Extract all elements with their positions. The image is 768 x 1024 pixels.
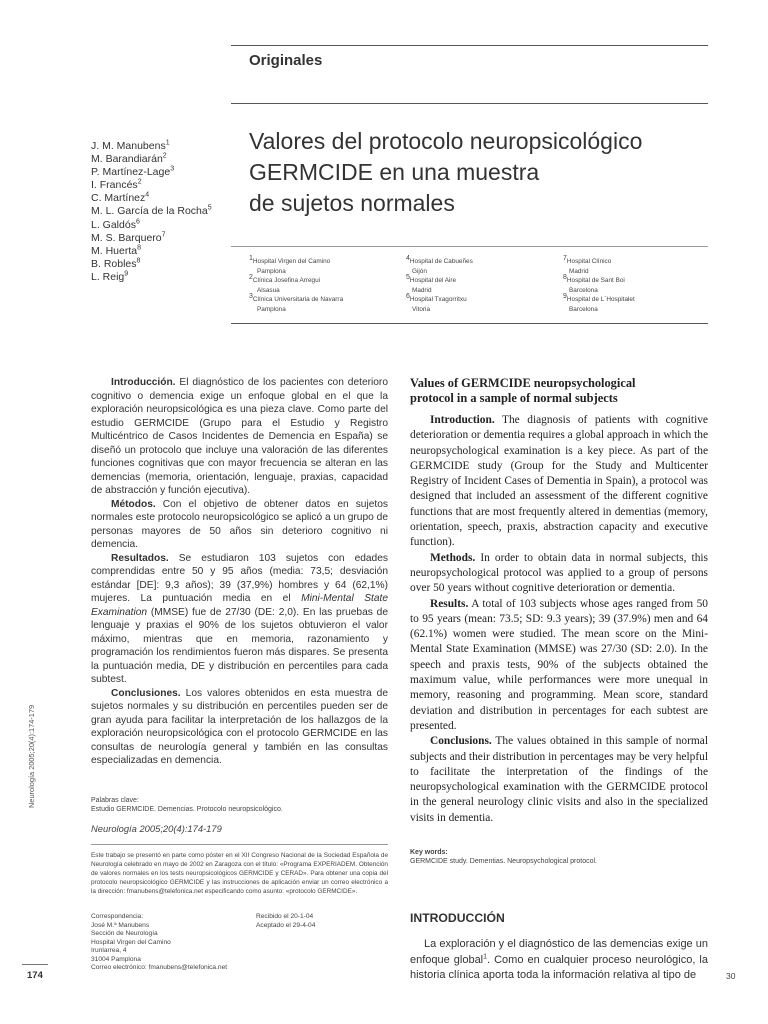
presentation-note: Este trabajo se presentó en parte como póster en el XII Congreso Nacional de la Sociedad Española de Neurología celebrado en mayo de 2002 en Zaragoza con el título: «Programa EXPERIADEM. Obtención de valores normales en los tests neuropsicológicos GERMCIDE y CERAD». Para obtener una copia del protocolo neuropsicológico GERMCIDE y las instrucciones de aplicación enviar un correo electrónico a la dirección: fmanubens@telefonica.net especificando como asunto: «protocolo GERMCIDE». bbox=[91, 852, 388, 895]
abstract-paragraph: Métodos. Con el objetivo de obtener datos en sujetos normales este protocolo neuropsicológico se aplicó a un grupo de personas mayores de 50 años sin deterioro cognitivo ni demencia. bbox=[91, 498, 388, 550]
keywords-label: Key words: bbox=[410, 849, 448, 856]
affiliation-bottom-rule bbox=[231, 323, 708, 324]
affiliation: $^5$Hospital del Aire bbox=[406, 273, 457, 284]
author: L. Galdós$^6$ bbox=[91, 218, 140, 231]
abstract-paragraph: Resultados. Se estudiaron 103 sujetos con edades comprendidas entre 50 y 95 años (media: 73,5; desviación estándar [DE]: 9,3 años); 39 (37,9%) hombres y 64 (62,1%) mujeres. La puntuación media en el Mini-Mental State Examination (MMSE) fue de 27/30 (DE: 2,0). En las pruebas de lenguaje y praxias el 90% de los sujetos obtuvieron el valor máximo, mientras que en memoria, razonamiento y programación los rendimientos fueron más dispares. Se presenta la puntuación media, DE y distribución en percentiles para cada subtest. bbox=[91, 552, 388, 685]
author: M. L. García de la Rocha$^5$ bbox=[91, 204, 212, 218]
title-line: de sujetos normales bbox=[249, 190, 455, 216]
author: L. Reig$^9$ bbox=[91, 270, 129, 283]
affiliation-city: Gijón bbox=[412, 267, 427, 275]
affiliation: $^4$Hospital de Cabueñes bbox=[406, 254, 473, 265]
affiliation: $^7$Hospital Clínico bbox=[563, 254, 612, 265]
section-heading: INTRODUCCIÓN bbox=[410, 911, 505, 925]
affiliations-col-3 bbox=[563, 254, 635, 314]
abstract-english bbox=[410, 376, 708, 826]
introduction-text bbox=[410, 937, 708, 984]
affiliations-col-1 bbox=[249, 254, 344, 314]
abstract-paragraph: Introducción. El diagnóstico de los pacientes con deterioro cognitivo o demencia exige un enfoque global en el que la exploración neuropsicológica es una pieza clave. Como parte del estudio GERMCIDE (Grupo para el Estudio y Registro Multicéntrico de Casos Incidentes de Demencia en España) se diseñó un protocolo que incluye una valoración de las diferentes funciones cognitivas que con mayor frecuencia se alteran en las demencias (memoria, orientación, lenguaje, praxias, capacidad de abstracción y función ejecutiva). bbox=[91, 377, 388, 496]
note-rule bbox=[91, 844, 388, 845]
page-number-secondary: 30 bbox=[726, 971, 736, 981]
affiliations-col-2 bbox=[406, 254, 473, 314]
author: C. Martínez$^4$ bbox=[91, 191, 150, 205]
keywords-english bbox=[410, 848, 597, 866]
affiliation-city: Pamplona bbox=[257, 267, 286, 275]
author: M. Barandiarán$^2$ bbox=[91, 152, 167, 166]
affiliation-city: Barcelona bbox=[569, 305, 598, 313]
article-dates bbox=[256, 913, 315, 930]
affiliation: $^6$Hospital Txagorritxu bbox=[406, 292, 467, 303]
article-title bbox=[249, 126, 642, 219]
correspondence bbox=[91, 913, 227, 973]
correspondence-line: Hospital Virgen del Camino bbox=[91, 938, 171, 946]
vertical-citation: Neurología 2005;20(4):174-179 bbox=[27, 704, 36, 808]
author: M. S. Barquero$^7$ bbox=[91, 231, 166, 244]
correspondence-line: José M.ª Manubens bbox=[91, 921, 150, 929]
body-paragraph: La exploración y el diagnóstico de las demencias exige un enfoque global$^1$. Como en cualquier proceso neurológico, la historia clínica aporta toda la información relativa al tipo de bbox=[410, 938, 708, 982]
section-label: Originales bbox=[249, 52, 323, 69]
correspondence-line: Irunlarrea, 4 bbox=[91, 947, 127, 954]
affiliation-city: Madrid bbox=[412, 286, 432, 294]
keywords-text: GERMCIDE study. Dementias. Neuropsychological protocol. bbox=[410, 858, 598, 865]
page-number: 174 bbox=[27, 970, 43, 981]
journal-citation: Neurología 2005;20(4):174-179 bbox=[91, 823, 222, 834]
correspondence-line: Correspondencia: bbox=[91, 913, 144, 920]
correspondence-email: Correo electrónico: fmanubens@telefonica.net bbox=[91, 964, 228, 971]
header-rule-2 bbox=[231, 103, 708, 104]
affiliation: $^2$Clínica Josefina Arregui bbox=[249, 273, 321, 284]
accepted-date: Aceptado el 29-4-04 bbox=[256, 921, 316, 929]
author: I. Francés$^2$ bbox=[91, 178, 142, 192]
abstract-paragraph: Methods. In order to obtain data in normal subjects, this neuropsychological protocol was applied to a group of persons over 50 years without cognitive deterioration or dementia. bbox=[410, 551, 708, 595]
abstract-spanish bbox=[91, 376, 388, 768]
affiliation: $^3$Clínica Universitaria de Navarra bbox=[249, 292, 344, 303]
received-date: Recibido el 20-1-04 bbox=[256, 913, 314, 920]
affiliation: $^8$Hospital de Sant Boi bbox=[563, 273, 625, 284]
author: B. Robles$^8$ bbox=[91, 257, 141, 270]
keywords-spanish bbox=[91, 796, 283, 814]
abstract-paragraph: Conclusions. The values obtained in this sample of normal subjects and their distribution in percentages may be very helpful to facilitate the interpretation of the findings of the neuropsychological examination with the GERMCIDE protocol in the general neurology clinic visits and also in the specialized visits in dementia. bbox=[410, 735, 708, 824]
affiliation-city: Barcelona bbox=[569, 286, 598, 294]
correspondence-line: 31004 Pamplona bbox=[91, 955, 141, 963]
affiliation-city: Madrid bbox=[569, 267, 589, 275]
affiliation-city: Alsasua bbox=[257, 286, 280, 294]
author: M. Huerta$^8$ bbox=[91, 244, 142, 257]
author: J. M. Manubens$^1$ bbox=[91, 139, 170, 152]
abstract-paragraph: Results. A total of 103 subjects whose ages ranged from 50 to 95 years (mean: 73.5; SD: 9.3 years); 39 (37.9%) men and 64 (62.1%) women were studied. The mean score on the Mini-Mental State Examination (MMSE) was 27/30 (SD: 2.0). In the speech and praxis tests, 90% of the subjects obtained the maximum value, while performances were more unequal in memory, reasoning and programming. Mean score, standard deviation and distribution in percentages for each subtest are presented. bbox=[410, 597, 708, 732]
affiliation-city: Vitoria bbox=[412, 305, 430, 313]
page-number-rule bbox=[22, 964, 48, 965]
affiliation-city: Pamplona bbox=[257, 305, 286, 313]
affiliation: $^1$Hospital Virgen del Camino bbox=[249, 254, 331, 265]
affiliation-rule bbox=[231, 246, 708, 247]
author: P. Martínez-Lage$^3$ bbox=[91, 165, 175, 179]
keywords-text: Estudio GERMCIDE. Demencias. Protocolo neuropsicológico. bbox=[91, 806, 283, 813]
title-line: Valores del protocolo neuropsicológico bbox=[249, 128, 643, 154]
keywords-label: Palabras clave: bbox=[91, 797, 139, 804]
correspondence-line: Sección de Neurología bbox=[91, 930, 158, 937]
affiliation: $^9$Hospital de L´Hospitalet bbox=[563, 292, 635, 303]
header-rule bbox=[231, 45, 708, 46]
abstract-paragraph: Conclusiones. Los valores obtenidos en esta muestra de sujetos normales y su distribución en percentiles pueden ser de gran ayuda para facilitar la interpretación de los hallazgos de la exploración neuropsicológica con el protocolo GERMCIDE en las consultas de neurología general y también en las consultas especializadas en demencia. bbox=[91, 687, 388, 766]
author-list bbox=[91, 140, 212, 284]
english-title: Values of GERMCIDE neuropsychological protocol in a sample of normal subjects bbox=[410, 376, 636, 405]
abstract-paragraph: Introduction. The diagnosis of patients with cognitive deterioration or dementia requires a global approach in which the neuropsychological examination is a key piece. As part of the GERMCIDE study (Group for the Study and Multicenter Registry of Incident Cases of Dementia in Spain), a protocol was designed that included an assessment of the different cognitive functions that are most frequently altered in dementias (memory, orientation, speech, praxis, abstraction capacity and executive function). bbox=[410, 414, 708, 549]
title-line: GERMCIDE en una muestra bbox=[249, 159, 540, 185]
